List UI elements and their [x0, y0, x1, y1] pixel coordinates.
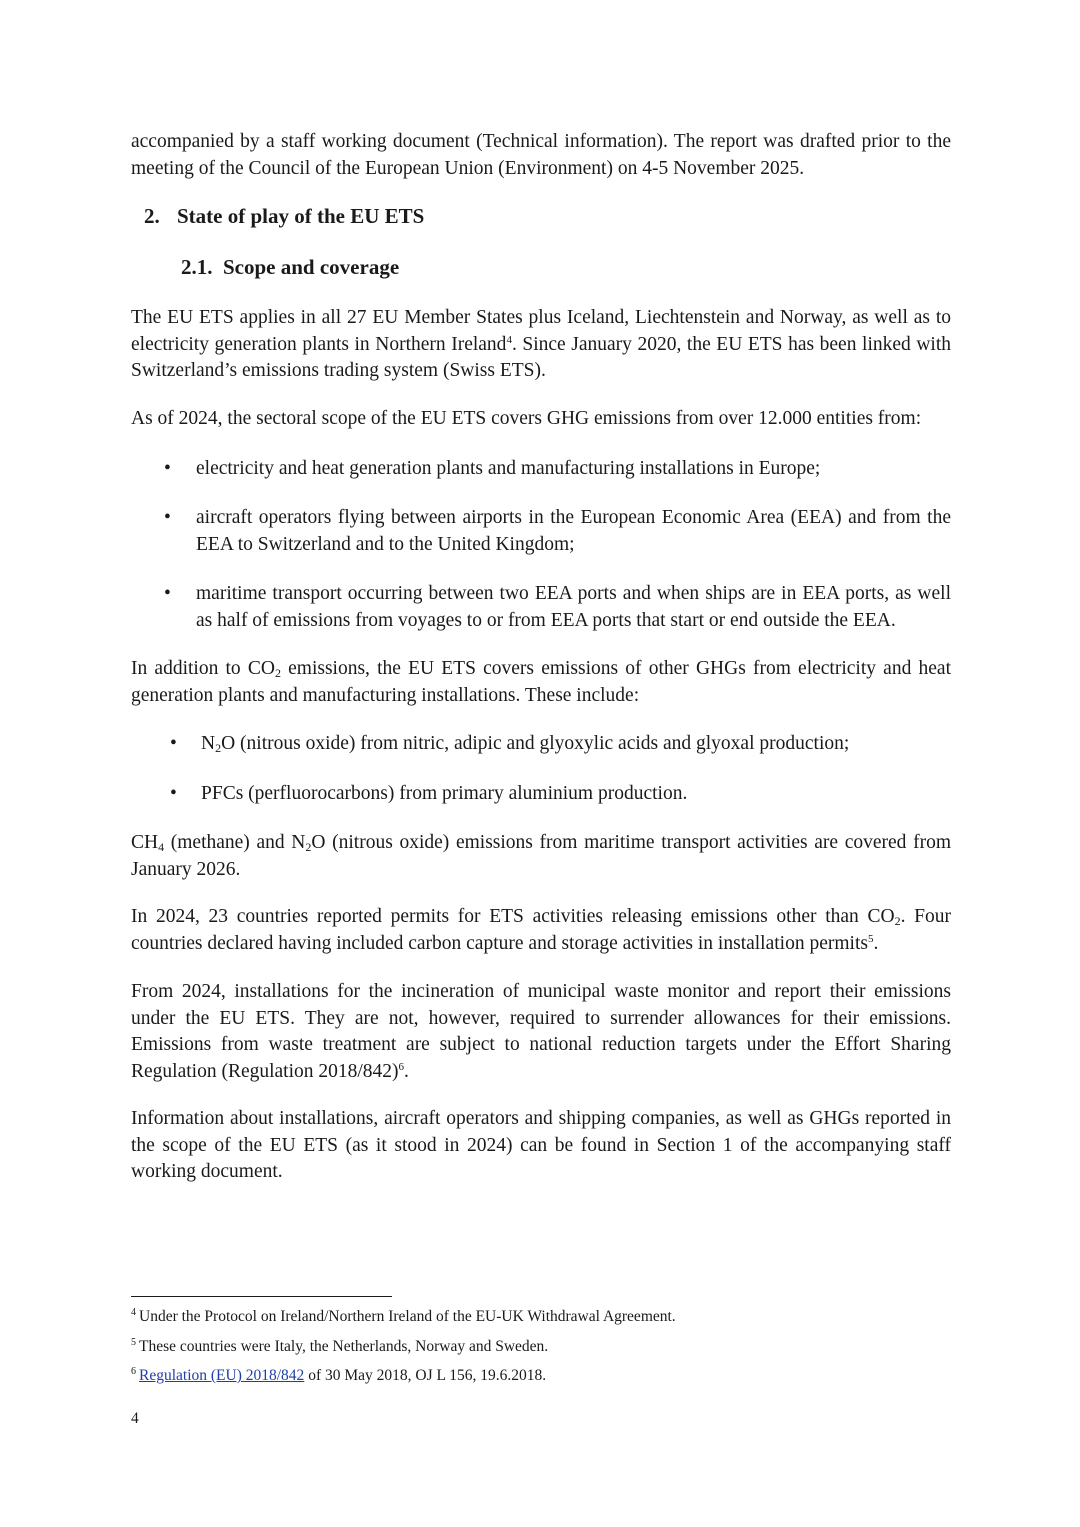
co2-subscript: 2 — [274, 666, 281, 680]
subsection-heading — [181, 255, 399, 280]
subsection-number: 2.1. — [181, 255, 213, 279]
list-item: maritime transport occurring between two EEA ports and when ships are in EEA ports, as well as half of emissions from voyages to or from EEA ports that start or end outside the EEA. — [196, 583, 951, 631]
subsection-title: Scope and coverage — [223, 255, 400, 279]
para3-text-a: In addition to CO — [131, 658, 275, 679]
para2-text: As of 2024, the sectoral scope of the EU ETS covers GHG emissions from over 12.000 entities from: — [131, 408, 922, 429]
footnote-ref-5[interactable]: 5 — [867, 932, 874, 945]
paragraph-waste: From 2024, installations for the incineration of municipal waste monitor and report their emissions under the EU ETS. They are not, however, required to surrender allowances for their emissions. Emissions from waste treatment are subject to national reduction targets under the Effort Sharing Regulation (Regulation 2018/842)$^6$. — [131, 981, 951, 1082]
para1-text-a: The EU ETS applies in all 27 EU Member States plus Iceland, Liechtenstein and Norway, as well as to electricity generation plants in Northern Ireland — [131, 307, 951, 355]
paragraph-maritime: $CH_4$ (methane) and $N_2O$ (nitrous oxide) emissions from maritime transport activities are covered from January 2026. — [131, 832, 951, 880]
intro-paragraph — [131, 129, 951, 182]
bullet-icon: • — [164, 458, 171, 479]
paragraph-scope — [131, 305, 951, 385]
section-heading — [144, 204, 424, 229]
bullet-icon: • — [170, 783, 177, 804]
regulation-link[interactable]: Regulation (EU) 2018/842 — [139, 1367, 305, 1384]
bullet-icon: • — [164, 583, 171, 604]
section-title: State of play of the EU ETS — [177, 204, 425, 228]
list-item: PFCs (perfluorocarbons) from primary aluminium production. — [201, 783, 688, 804]
footnote-5: $^5$ These countries were Italy, the Netherlands, Norway and Sweden. — [131, 1337, 549, 1355]
para3-text-b: emissions, the EU ETS covers emissions of other GHGs from electricity and heat generation plants and manufacturing installations. These include: — [131, 658, 951, 706]
list-item: aircraft operators flying between airports in the European Economic Area (EEA) and from the EEA to Switzerland and to the United Kingdom; — [196, 507, 951, 555]
bullet-icon: • — [164, 507, 171, 528]
section-number: 2. — [144, 204, 160, 228]
footnote-ref-4[interactable]: 4 — [506, 333, 512, 346]
bullet-icon: • — [170, 733, 177, 754]
footnote-4: $^4$ Under the Protocol on Ireland/Northern Ireland of the EU-UK Withdrawal Agreement. — [131, 1307, 676, 1325]
paragraph-permits: In 2024, 23 countries reported permits for ETS activities releasing emissions other than $CO_2$. Four countries declared having included carbon capture and storage activities in installation permits$^5$. — [131, 906, 951, 954]
footnote-separator — [131, 1296, 392, 1297]
intro-text: accompanied by a staff working document (Technical information). The report was drafted prior to the meeting of the Council of the European Union (Environment) on 4-5 November 2025. — [131, 131, 951, 179]
footnote-ref-6[interactable]: 6 — [398, 1060, 405, 1073]
para1-text-b: . Since January 2020, the EU ETS has been linked with Switzerland’s emissions trading system (Swiss ETS). — [131, 333, 951, 381]
paragraph-information — [131, 1106, 951, 1186]
list-item: $N_2O$ (nitrous oxide) from nitric, adipic and glyoxylic acids and glyoxal production; — [201, 733, 850, 755]
paragraph-other-ghgs — [131, 656, 951, 709]
page-number: 4 — [131, 1410, 139, 1427]
list-item: electricity and heat generation plants and manufacturing installations in Europe; — [196, 458, 821, 479]
paragraph-sectoral-scope — [131, 406, 951, 433]
para7-text: Information about installations, aircraft operators and shipping companies, as well as GHGs reported in the scope of the EU ETS (as it stood in 2024) can be found in Section 1 of the accompanying staff working document. — [131, 1108, 951, 1182]
footnote-6: $^6$ Regulation (EU) 2018/842 of 30 May 2018, OJ L 156, 19.6.2018. — [131, 1366, 547, 1384]
